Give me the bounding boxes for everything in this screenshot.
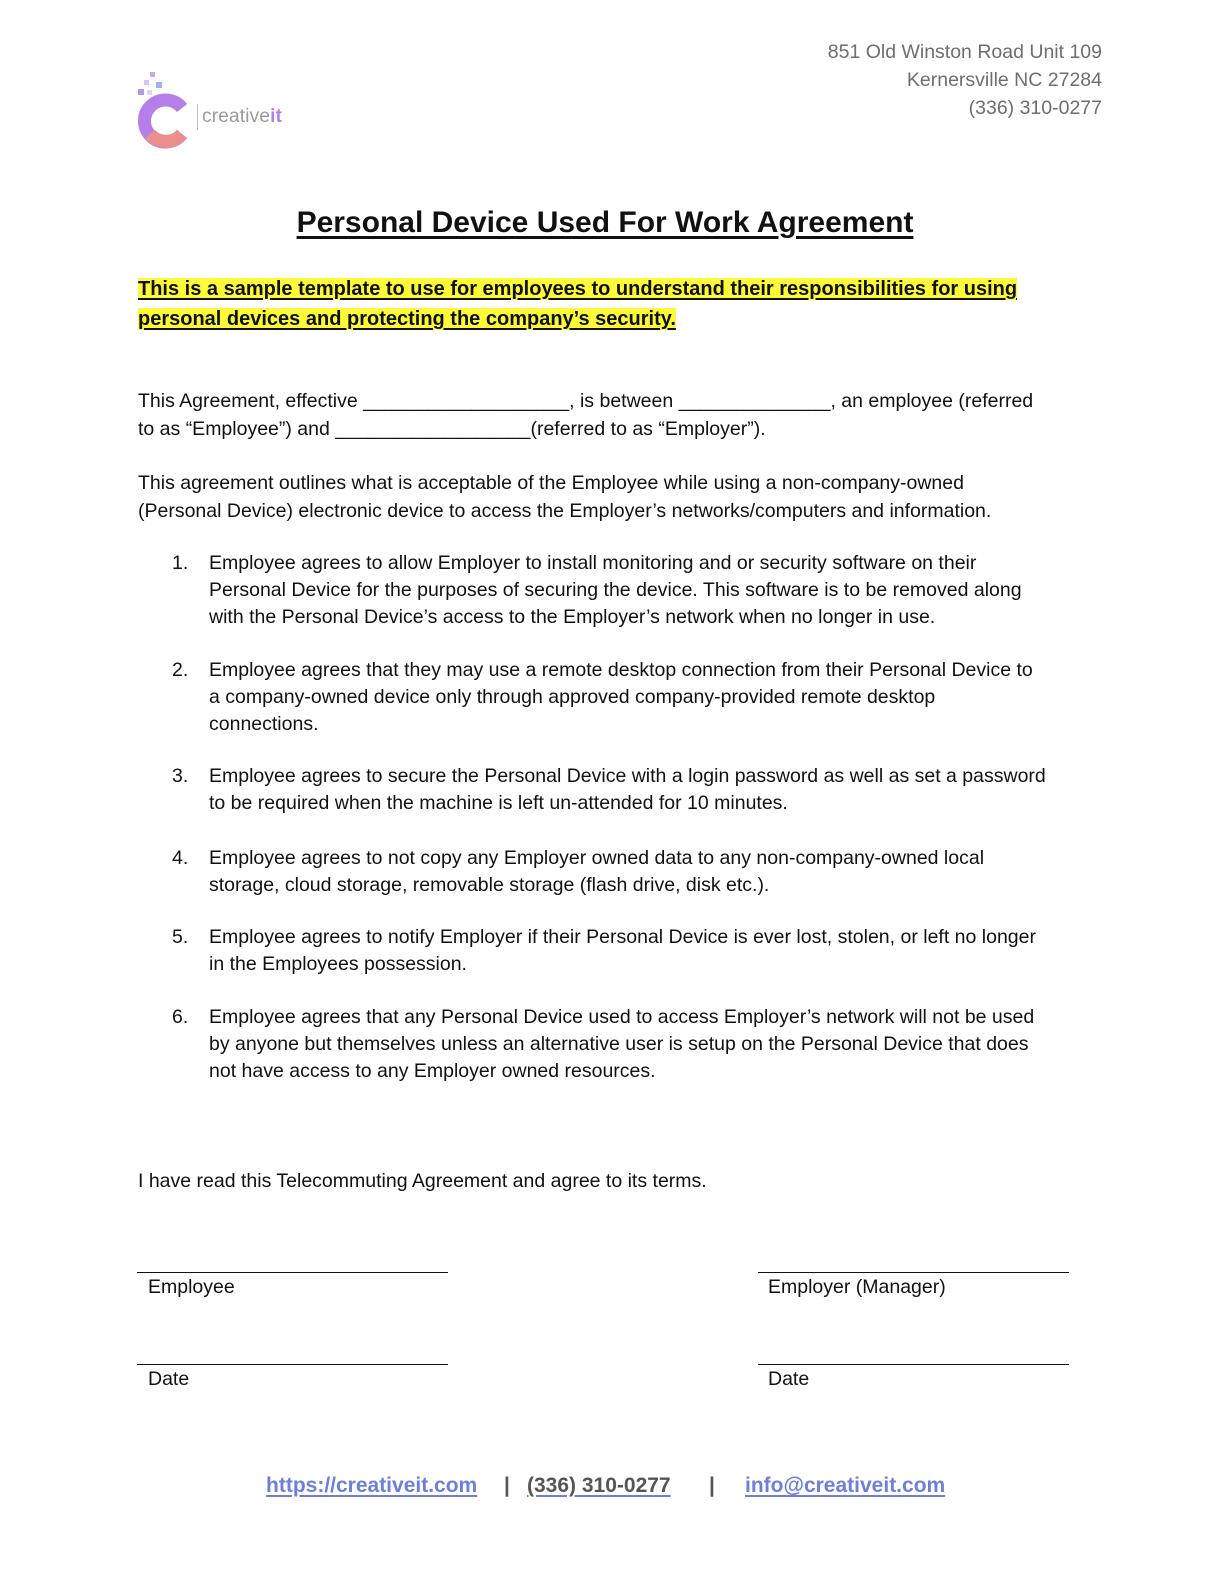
intro-line-2: to as “Employee”) and __________________(referred to as “Employer”). — [138, 418, 766, 440]
list-item-line: Personal Device for the purposes of securing the device. This software is to be removed along — [209, 579, 1022, 601]
footer-separator: | — [504, 1474, 510, 1497]
employee-date-line — [137, 1364, 448, 1365]
list-item-line: by anyone but themselves unless an alternative user is setup on the Personal Device that does — [209, 1033, 1029, 1055]
list-item-line: connections. — [209, 713, 319, 735]
website-link[interactable]: https://creativeit.com — [266, 1474, 478, 1497]
highlight-line-1: This is a sample template to use for employees to understand their responsibilities for using — [138, 278, 1018, 300]
employee-signature-line — [137, 1272, 448, 1273]
employee-signature-label: Employee — [148, 1276, 235, 1298]
list-item-line: in the Employees possession. — [209, 953, 467, 975]
list-item-line: Employee agrees that they may use a remote desktop connection from their Personal Device to — [209, 659, 1033, 681]
employer-date-line — [758, 1364, 1069, 1365]
list-item-number: 2. — [172, 659, 189, 681]
list-item-line: Employee agrees to notify Employer if their Personal Device is ever lost, stolen, or left no longer — [209, 926, 1036, 948]
email-link[interactable]: info@creativeit.com — [745, 1474, 946, 1497]
acknowledgement-text: I have read this Telecommuting Agreement and agree to its terms. — [138, 1170, 707, 1192]
list-item-line: with the Personal Device’s access to the Employer’s network when no longer in use. — [209, 606, 936, 628]
list-item-number: 1. — [172, 552, 189, 574]
address-city: Kernersville NC 27284 — [906, 69, 1102, 91]
list-item-line: to be required when the machine is left un-attended for 10 minutes. — [209, 792, 788, 814]
intro-paragraph — [138, 387, 1033, 443]
list-item-line: a company-owned device only through approved company-provided remote desktop — [209, 686, 936, 708]
list-item-number: 4. — [172, 847, 189, 869]
list-item-number: 5. — [172, 926, 189, 948]
creativeit-logo-icon — [136, 70, 198, 152]
employee-date-label: Date — [148, 1368, 190, 1390]
employer-signature-line — [758, 1272, 1069, 1273]
list-item-line: Employee agrees that any Personal Device used to access Employer’s network will not be used — [209, 1006, 1035, 1028]
footer-separator: | — [709, 1474, 715, 1497]
outline-line-2: (Personal Device) electronic device to access the Employer’s networks/computers and information. — [138, 500, 992, 522]
address-street: 851 Old Winston Road Unit 109 — [827, 41, 1102, 63]
logo-wordmark: creativeit — [202, 106, 283, 127]
logo-divider — [197, 104, 198, 130]
document-title: Personal Device Used For Work Agreement — [296, 206, 914, 239]
company-logo — [136, 70, 306, 152]
list-item-line: storage, cloud storage, removable storage (flash drive, disk etc.). — [209, 874, 770, 896]
outline-paragraph — [138, 469, 991, 525]
sample-template-note — [138, 274, 1068, 334]
outline-line-1: This agreement outlines what is acceptable of the Employee while using a non-company-owned — [138, 472, 964, 494]
highlight-line-2: personal devices and protecting the company’s security. — [138, 308, 676, 330]
intro-line-1: This Agreement, effective ___________________, is between ______________, an employee (referred — [138, 390, 1034, 412]
list-item-line: Employee agrees to allow Employer to install monitoring and or security software on their — [209, 552, 977, 574]
employer-date-label: Date — [768, 1368, 810, 1390]
list-item-line: Employee agrees to secure the Personal Device with a login password as well as set a password — [209, 765, 1046, 787]
list-item-line: not have access to any Employer owned resources. — [209, 1060, 656, 1082]
address-phone: (336) 310-0277 — [968, 97, 1102, 119]
list-item-number: 3. — [172, 765, 189, 787]
list-item-number: 6. — [172, 1006, 189, 1028]
footer-phone[interactable]: (336) 310-0277 — [527, 1474, 671, 1497]
company-address — [828, 38, 1102, 122]
employer-signature-label: Employer (Manager) — [768, 1276, 946, 1298]
list-item-line: Employee agrees to not copy any Employer owned data to any non-company-owned local — [209, 847, 985, 869]
